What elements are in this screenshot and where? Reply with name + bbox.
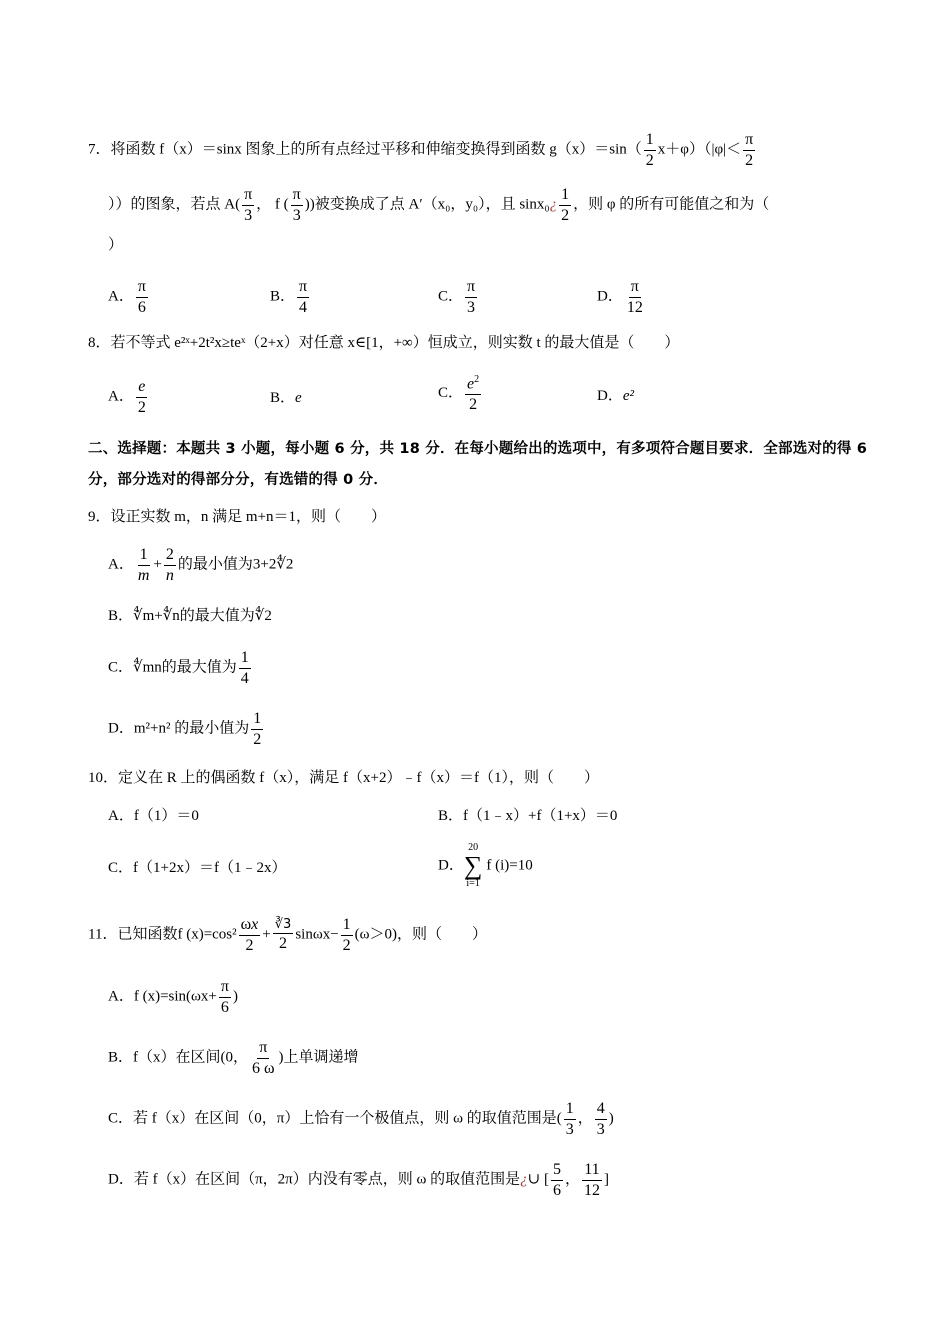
q7-line1: [88, 131, 757, 169]
fraction-omega-x-over-2: $\frac{\omega x}{2}$: [240, 916, 259, 954]
option-tail: ∪ [: [527, 1171, 549, 1188]
fraction-pi-over-12: $\frac{\pi}{12}$: [626, 278, 643, 316]
fraction-pi-over-2: $\frac{\pi}{2}$: [745, 131, 754, 169]
section-2-heading: 二、选择题：本题共 3 小题，每小题 6 分，共 18 分．在每小题给出的选项中，有多项符合题目要求．全部选对的得 6 分，部分选对的得部分分，有选错的得 0 分．: [88, 441, 868, 488]
q10-text: 定义在 R 上的偶函数 f（x），满足 f（x+2）﹣f（x）＝f（1），则（ ）: [118, 770, 599, 786]
option-text: 的最小值为3+2∜2: [177, 556, 294, 573]
option-label: D．: [597, 388, 623, 404]
fraction-one-half: $\frac{1}{2}$: [561, 186, 570, 224]
option-text: f (i)=10: [486, 857, 533, 874]
q9-option-d[interactable]: [108, 710, 265, 748]
garbled-glyph: ¿: [549, 196, 558, 213]
q11-tail: sinωx−: [295, 926, 339, 943]
option-text: m²+n² 的最小值为: [133, 720, 250, 737]
q10-number: 10．: [88, 770, 119, 786]
q7-option-b[interactable]: [270, 278, 311, 316]
option-label: D．: [438, 857, 464, 874]
option-label: D．: [108, 1171, 134, 1188]
fraction-root3-over-2: $\frac{∛3}{2}$: [274, 916, 292, 952]
q9-number: 9．: [88, 509, 111, 525]
sum-lower: i=1: [466, 878, 480, 889]
fraction-1-over-4: $\frac{1}{4}$: [240, 649, 249, 687]
q9-option-c[interactable]: [108, 649, 253, 687]
fraction-pi-over-6: $\frac{\pi}{6}$: [137, 278, 146, 316]
q11-text: 已知函数f (x)=cos²: [117, 926, 237, 943]
q9-option-b[interactable]: [108, 609, 272, 624]
q8-number: 8．: [88, 335, 111, 351]
option-label: B．: [270, 288, 296, 305]
fraction-1-over-2: $\frac{1}{2}$: [253, 710, 262, 748]
option-tail: )上单调递增: [278, 1049, 359, 1066]
fraction-e-over-2: $\frac{e}{2}$: [137, 378, 146, 416]
q7-text-1b: x＋φ）（|φ|＜: [657, 141, 742, 158]
option-value: e: [295, 390, 302, 406]
q11-stem: 11．已知函数f (x)=cos² $\frac{\omega x}{2}$ + $\frac{∛3}{2}$ sinωx− $\frac{1}{2}$ (ω＞0)，则（ ）: [88, 916, 488, 954]
q9-stem: [88, 510, 386, 525]
q9-option-a[interactable]: A． $\frac{1}{m}$ + $\frac{2}{n}$ 的最小值为3+2∜2: [108, 546, 294, 584]
q9-text: 设正实数 m，n 满足 m+n＝1，则（ ）: [110, 509, 387, 525]
option-label: B．: [270, 390, 296, 406]
q11-option-b[interactable]: [108, 1039, 359, 1077]
q10-option-a[interactable]: A．f（1）＝0: [108, 808, 199, 824]
q10-option-b[interactable]: B．f（1﹣x）+f（1+x）＝0: [438, 808, 618, 824]
fraction-11-over-12: $\frac{11}{12}$: [583, 1161, 600, 1199]
option-label: B．: [108, 1049, 134, 1066]
fraction-pi-over-6: $\frac{\pi}{6}$: [220, 978, 229, 1016]
q11-option-d[interactable]: D．若 f（x）在区间（π，2π）内没有零点，则 ω 的取值范围是¿∪ [ $\frac{5}{6}$ ， $\frac{11}{12}$ ]: [108, 1161, 609, 1199]
option-text: ∜mn的最大值为: [133, 659, 237, 676]
option-label: B．: [108, 608, 134, 624]
option-label: D．: [108, 720, 134, 737]
q8-option-b[interactable]: [270, 391, 302, 406]
option-label: A．: [108, 288, 134, 305]
option-value: e²: [622, 388, 634, 404]
option-label: A．: [108, 556, 134, 573]
q7-text-2b: ， f (: [256, 196, 289, 213]
fraction-pi-over-3: $\frac{\pi}{3}$: [292, 186, 301, 224]
q7-line3: ）: [108, 237, 124, 253]
q10-option-d[interactable]: [438, 843, 533, 889]
garbled-glyph: ¿: [520, 1171, 528, 1188]
option-text: 若 f（x）在区间（π，2π）内没有零点，则 ω 的取值范围是: [133, 1171, 521, 1188]
q8-option-a[interactable]: [108, 378, 150, 416]
q7-line2: [108, 186, 769, 224]
q11-option-a[interactable]: A．f (x)=sin(ωx+ $\frac{\pi}{6}$ ): [108, 978, 238, 1016]
fraction-5-over-6: $\frac{5}{6}$: [552, 1161, 561, 1199]
option-label: C．: [108, 659, 134, 676]
fraction-1-over-m: $\frac{1}{m}$: [137, 546, 150, 584]
fraction-2-over-n: $\frac{2}{n}$: [165, 546, 174, 584]
fraction-one-half: $\frac{1}{2}$: [645, 131, 654, 169]
fraction-pi-over-3: $\frac{\pi}{3}$: [467, 278, 476, 316]
option-text: 若 f（x）在区间（0，π）上恰有一个极值点，则 ω 的取值范围是(: [133, 1110, 562, 1127]
fraction-pi-over-3: $\frac{\pi}{3}$: [244, 186, 253, 224]
q8-stem: [88, 336, 679, 351]
q8-text: 若不等式 e²ˣ+2t²x≥teˣ（2+x）对任意 x∈[1，+∞）恒成立，则实数 t 的最大值是（ ）: [110, 335, 680, 351]
q11-number: 11．: [88, 926, 118, 943]
summation-sign: 20 ∑ i=1: [463, 842, 483, 889]
q10-stem: [88, 771, 599, 786]
q8-option-c[interactable]: [438, 374, 483, 414]
fraction-1-over-2: $\frac{1}{2}$: [342, 916, 351, 954]
q11-tail2: (ω＞0)，则（ ）: [354, 926, 488, 943]
q7-text-2a: ））的图象，若点 A(: [108, 196, 241, 213]
option-label: C．: [438, 288, 464, 305]
option-label: A．: [108, 988, 134, 1005]
q8-option-d[interactable]: [597, 389, 634, 404]
option-text: f（x）在区间(0，: [133, 1049, 249, 1066]
q7-number: 7．: [88, 141, 111, 158]
q10-option-c[interactable]: C．f（1+2x）＝f（1﹣2x）: [108, 860, 287, 876]
option-text: ∜m+∜n的最大值为∜2: [133, 608, 272, 624]
q7-text-1: 将函数 f（x）＝sinx 图象上的所有点经过平移和伸缩变换得到函数 g（x）＝sin（: [110, 141, 642, 158]
fraction-e-squared-over-2: $\frac{e^2}{2}$: [467, 374, 480, 413]
q7-option-a[interactable]: [108, 278, 150, 316]
option-label: C．: [438, 385, 464, 402]
fraction-pi-over-6omega: $\frac{\pi}{6 \omega}$: [252, 1039, 275, 1077]
fraction-1-over-3: $\frac{1}{3}$: [565, 1100, 574, 1138]
fraction-pi-over-4: $\frac{\pi}{4}$: [299, 278, 308, 316]
option-label: D．: [597, 288, 623, 305]
q11-option-c[interactable]: C．若 f（x）在区间（0，π）上恰有一个极值点，则 ω 的取值范围是( $\frac{1}{3}$ ， $\frac{4}{3}$ ): [108, 1100, 614, 1138]
sum-upper: 20: [468, 842, 479, 853]
q7-option-c[interactable]: [438, 278, 479, 316]
fraction-4-over-3: $\frac{4}{3}$: [596, 1100, 605, 1138]
q7-option-d[interactable]: [597, 278, 647, 316]
option-label: A．: [108, 388, 134, 405]
q7-text-2c: ))被变换成了点 A′（x₀，y₀），且 sinx₀: [304, 196, 550, 213]
q7-text-2d: ，则 φ 的所有可能值之和为（: [573, 196, 770, 213]
option-label: C．: [108, 1110, 134, 1127]
option-text: f (x)=sin(ωx+: [133, 988, 217, 1005]
